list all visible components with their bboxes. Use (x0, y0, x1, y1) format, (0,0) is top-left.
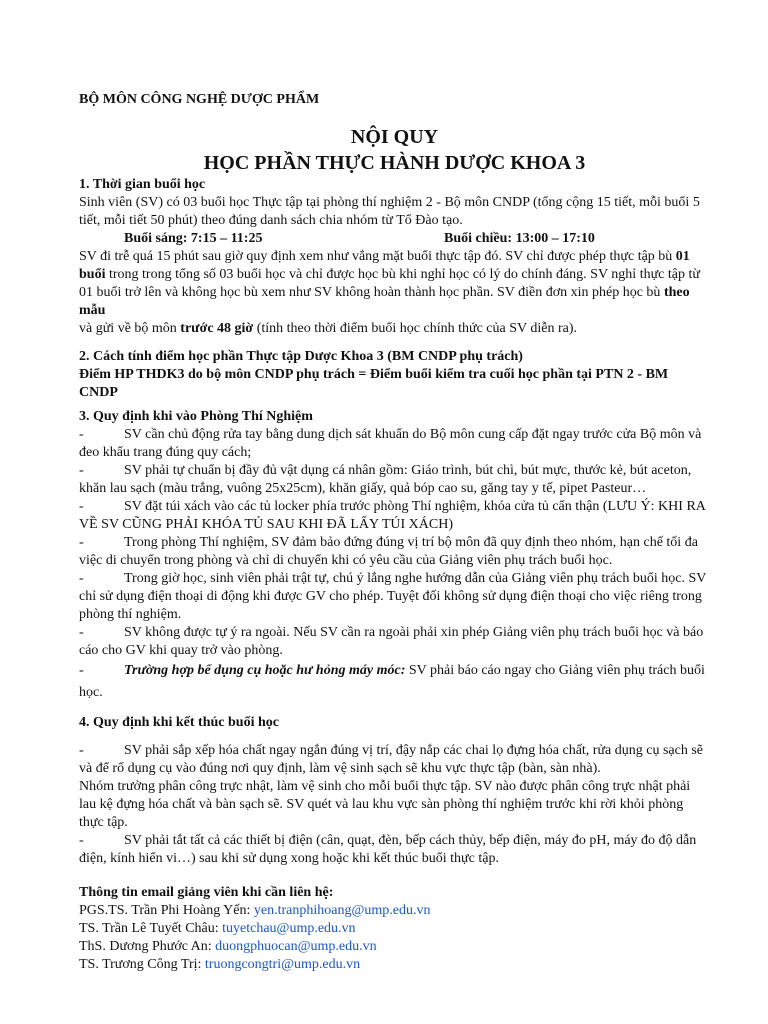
section-4-heading: 4. Quy định khi kết thúc buổi học (79, 715, 279, 730)
contact-email-link[interactable]: truongcongtri@ump.edu.vn (204, 957, 361, 972)
list-item-text: SV phải báo cáo ngay cho Giảng viên phụ trách buổi học. (79, 663, 705, 700)
section-1-paragraph-4 (79, 320, 710, 338)
list-item (79, 534, 710, 570)
bullet-dash: - (79, 427, 84, 442)
text-run-bold: trước 48 giờ (180, 321, 254, 336)
bullet-dash: - (79, 625, 84, 640)
contact-name: TS. Trần Lê Tuyết Châu: (79, 921, 223, 936)
text-run: và gửi về bộ môn (79, 321, 181, 336)
list-item (79, 624, 710, 660)
bullet-dash: - (79, 571, 84, 586)
text-run: 01 buổi trở lên và không học bù xem như SV không hoàn thành học phần. SV điền đơn xin phép học bù (79, 285, 664, 300)
list-item (79, 462, 710, 498)
list-item (79, 570, 710, 624)
department-name: BỘ MÔN CÔNG NGHỆ DƯỢC PHẨM (79, 92, 320, 107)
list-item-text: Trong giờ học, sinh viên phải trật tự, chú ý lắng nghe hướng dẫn của Giảng viên phụ trách buổi học. SV chỉ sử dụng điện thoại di động khi được GV cho phép. Tuyệt đối không sử dụng điện thoại cho việc riêng trong phòng thí nghiệm. (79, 571, 707, 622)
contact-email-link[interactable]: duongphuocan@ump.edu.vn (215, 939, 377, 954)
bullet-dash: - (79, 463, 84, 478)
bullet-dash: - (79, 663, 84, 678)
list-item-text: SV không được tự ý ra ngoài. Nếu SV cần ra ngoài phải xin phép Giảng viên phụ trách buổi học và báo cáo cho GV khi quay trở vào phòng. (79, 625, 704, 658)
text-run: trong trong tổng số 03 buổi học và chỉ được học bù khi nghỉ học có lý do chính đáng. SV nghỉ thực tập từ (105, 267, 700, 282)
list-item (79, 832, 710, 868)
contact-name: PGS.TS. Trần Phi Hoàng Yến: (79, 903, 254, 918)
section-2-heading: 2. Cách tính điểm học phần Thực tập Dược Khoa 3 (BM CNDP phụ trách) (79, 349, 523, 364)
contact-name: TS. Trương Công Trị: (79, 957, 205, 972)
section-3-heading: 3. Quy định khi vào Phòng Thí Nghiệm (79, 409, 313, 424)
text-run-bold: 01 buổi (79, 249, 690, 282)
bullet-dash: - (79, 743, 84, 758)
text-run-bold: theo mẫu (79, 285, 690, 318)
contact-line (79, 920, 710, 938)
session-times (79, 230, 710, 248)
document-subtitle: HỌC PHẦN THỰC HÀNH DƯỢC KHOA 3 (203, 152, 586, 174)
section-1-paragraph-3 (79, 284, 710, 320)
list-item-text: Trong phòng Thí nghiệm, SV đảm bảo đứng đúng vị trí bộ môn đã quy định theo nhóm, hạn chế tối đa việc di chuyển trong phòng và chỉ di chuyển khi có yêu cầu của Giảng viên phụ trách buổi học. (79, 535, 698, 568)
bullet-dash: - (79, 535, 84, 550)
text-run: SV đi trễ quá 15 phút sau giờ quy định xem như vắng mặt buổi thực tập đó. SV chỉ được phép thực tập bù (79, 249, 676, 264)
contact-line (79, 956, 710, 974)
text-run: (tính theo thời điểm buổi học chính thức của SV diễn ra). (253, 321, 578, 336)
section-2-formula: Điểm HP THDK3 do bộ môn CNDP phụ trách = Điểm buổi kiểm tra cuối học phần tại PTN 2 - BM CNDP (79, 367, 669, 400)
bullet-dash: - (79, 499, 84, 514)
document-title: NỘI QUY (350, 126, 439, 148)
list-item (79, 426, 710, 462)
morning-session: Buổi sáng: 7:15 – 11:25 (124, 231, 263, 246)
section-4-paragraph: Nhóm trưởng phân công trực nhật, làm vệ sinh cho mỗi buổi thực tập. SV nào được phân công trực nhật phải lau kệ đựng hóa chất và bàn sạch sẽ. SV quét và lau khu vực sàn phòng thí nghiệm trước khi rời khỏi phòng thực tập. (79, 779, 691, 830)
contact-name: ThS. Dương Phước An: (79, 939, 216, 954)
contacts-heading: Thông tin email giảng viên khi cần liên hệ: (79, 885, 334, 900)
contact-email-link[interactable]: tuyetchau@ump.edu.vn (222, 921, 356, 936)
list-item (79, 660, 710, 704)
afternoon-session: Buổi chiều: 13:00 – 17:10 (444, 231, 595, 246)
bullet-dash: - (79, 833, 84, 848)
list-item-text: SV phải tự chuẩn bị đầy đủ vật dụng cá nhân gồm: Giáo trình, bút chì, bút mực, thước kẻ, bút aceton, khăn lau sạch (màu trắng, vuông 25x25cm), khăn giấy, quả bóp cao su, găng tay y tế, pipet Pasteur… (79, 463, 692, 496)
contact-line (79, 938, 710, 956)
list-item (79, 498, 710, 534)
section-1-paragraph-2 (79, 248, 710, 284)
section-1-heading: 1. Thời gian buổi học (79, 177, 206, 192)
contact-email-link[interactable]: yen.tranphihoang@ump.edu.vn (253, 903, 431, 918)
list-item (79, 742, 710, 778)
section-1-paragraph-1: Sinh viên (SV) có 03 buổi học Thực tập tại phòng thí nghiệm 2 - Bộ môn CNDP (tổng cộng 15 tiết, mỗi buổi 5 tiết, mỗi tiết 50 phút) theo đúng danh sách chia nhóm từ Tổ Đào tạo. (79, 195, 700, 228)
contact-line (79, 902, 710, 920)
list-item-text-emphasis: Trường hợp bể dụng cụ hoặc hư hỏng máy móc: (124, 663, 406, 678)
list-item-text: SV phải tắt tất cả các thiết bị điện (cân, quạt, đèn, bếp cách thủy, bếp điện, máy đo pH, máy đo độ dẫn điện, kính hiển vi…) sau khi sử dụng xong hoặc khi kết thúc buổi thực tập. (79, 833, 697, 866)
list-item-text: SV cần chủ động rửa tay bằng dung dịch sát khuẩn do Bộ môn cung cấp đặt ngay trước cửa Bộ môn và đeo khẩu trang đúng quy cách; (79, 427, 702, 460)
list-item-text: SV phải sắp xếp hóa chất ngay ngắn đúng vị trí, đậy nắp các chai lọ đựng hóa chất, rửa dụng cụ sạch sẽ và để rổ dụng cụ vào đúng nơi quy định, làm vệ sinh sạch sẽ khu vực thực tập (bàn, sàn nhà). (79, 743, 704, 776)
list-item-text: SV đặt túi xách vào các tủ locker phía trước phòng Thí nghiệm, khóa cửa tủ cẩn thận (LƯU Ý: KHI RA VỀ SV CŨNG PHẢI KHÓA TỦ SAU KHI ĐÃ LẤY TÚI XÁCH) (79, 499, 706, 532)
